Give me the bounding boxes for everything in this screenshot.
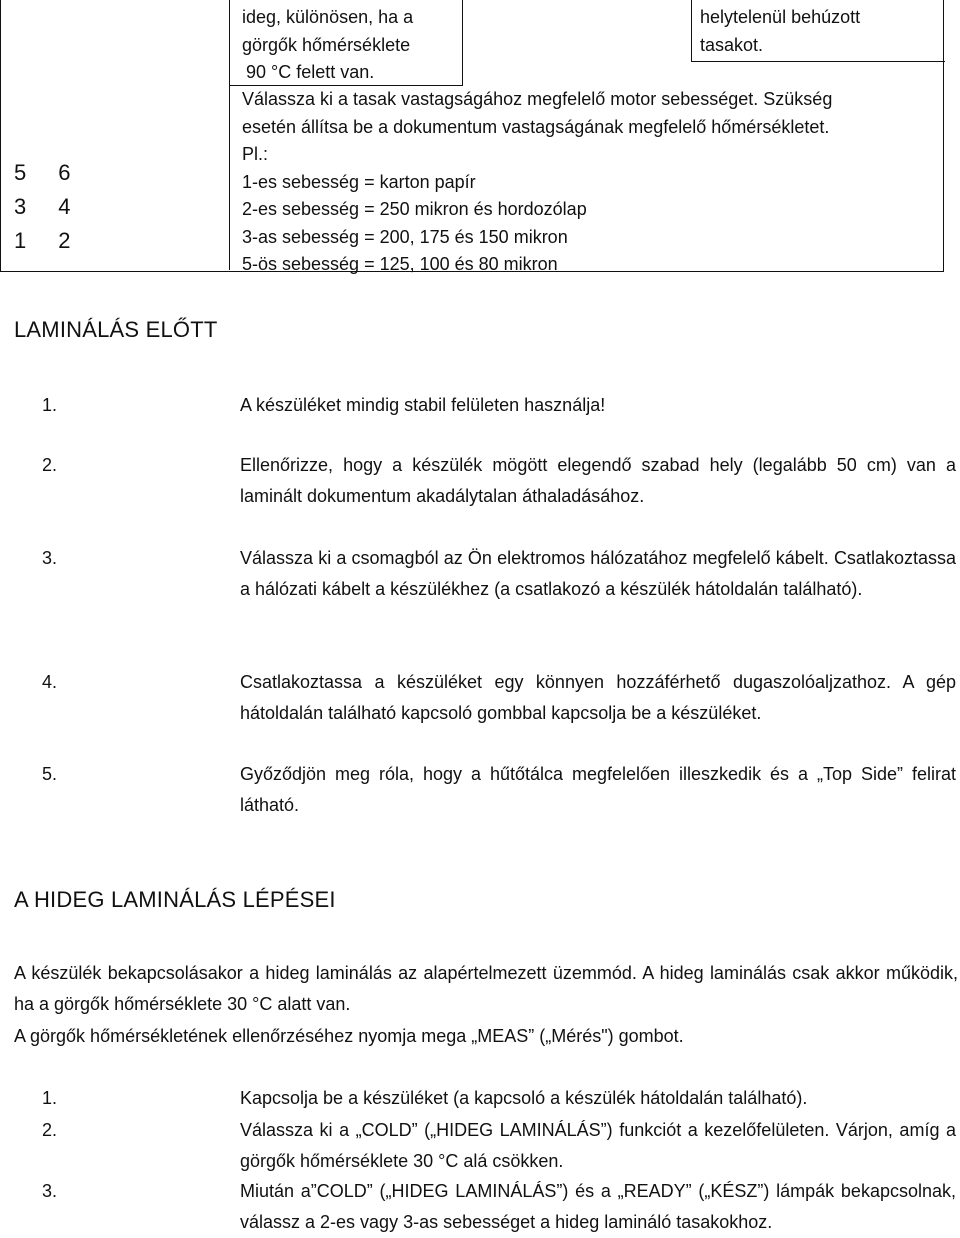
cell-line: görgők hőmérséklete bbox=[242, 34, 411, 55]
number: 5 bbox=[14, 160, 27, 185]
item-text: Kapcsolja be a készüléket (a kapcsoló a készülék hátoldalán található). bbox=[240, 1088, 808, 1108]
item-number: 2. bbox=[42, 1120, 58, 1140]
item-number: 4. bbox=[42, 672, 58, 692]
speed-dial-numbers bbox=[14, 156, 71, 258]
item-number: 3. bbox=[42, 1181, 58, 1201]
item-text: Győződjön meg róla, hogy a hűtőtálca megfelelően illeszkedik és a „Top Side” felirat látható. bbox=[240, 764, 956, 815]
speed-line: Pl.: bbox=[242, 144, 269, 164]
number-row bbox=[14, 190, 71, 224]
speed-line: 5-ös sebesség = 125, 100 és 80 mikron bbox=[242, 254, 558, 274]
cell-line: helytelenül behúzott bbox=[700, 7, 861, 27]
speed-line: 2-es sebesség = 250 mikron és hordozólap bbox=[242, 199, 587, 219]
meas-paragraph: A görgők hőmérsékletének ellenőrzéséhez nyomja mega „MEAS” („Mérés") gombot. bbox=[14, 1026, 684, 1046]
section-title-before-lamination: LAMINÁLÁS ELŐTT bbox=[14, 317, 218, 342]
item-number: 1. bbox=[42, 395, 58, 415]
number-row bbox=[14, 156, 71, 190]
table-right-bottom bbox=[691, 61, 945, 62]
number: 4 bbox=[58, 194, 71, 219]
speed-line: 1-es sebesség = karton papír bbox=[242, 171, 476, 192]
intro-paragraph: A készülék bekapcsolásakor a hideg laminálás az alapértelmezett üzemmód. A hideg laminálás csak akkor működik, ha a görgők hőmérséklete 30 °C alatt van. bbox=[14, 963, 958, 1014]
table-right-divider bbox=[691, 0, 692, 62]
speed-line: Válassza ki a tasak vastagságához megfelelő motor sebességet. Szükség bbox=[242, 89, 833, 109]
number-row bbox=[14, 224, 71, 258]
item-number: 1. bbox=[42, 1088, 58, 1108]
number: 3 bbox=[14, 194, 27, 219]
item-number: 3. bbox=[42, 548, 58, 568]
item-text: A készüléket mindig stabil felületen használja! bbox=[240, 395, 606, 415]
section-title-cold-lamination: A HIDEG LAMINÁLÁS LÉPÉSEI bbox=[14, 887, 336, 912]
cell-line: 90 °C felett van. bbox=[246, 62, 375, 82]
item-number: 2. bbox=[42, 455, 58, 475]
item-number: 5. bbox=[42, 764, 58, 784]
item-text: Csatlakoztassa a készüléket egy könnyen hozzáférhető dugaszolóaljzathoz. A gép hátoldalán található kapcsoló gombbal kapcsolja be a készüléket. bbox=[240, 672, 956, 723]
cell-line: ideg, különösen, ha a bbox=[242, 7, 414, 27]
number: 2 bbox=[58, 228, 71, 253]
table-cell-right bbox=[700, 4, 860, 59]
item-text: Miután a”COLD” („HIDEG LAMINÁLÁS”) és a „READY” („KÉSZ”) lámpák bekapcsolnak, válassz a 2-es vagy 3-as sebességet a hideg lamináló tasakokhoz. bbox=[240, 1181, 956, 1232]
number: 1 bbox=[14, 228, 27, 253]
speed-line: esetén állítsa be a dokumentum vastagságának megfelelő hőmérsékletet. bbox=[242, 116, 830, 137]
table-cell-left bbox=[242, 4, 413, 87]
item-text: Válassza ki a csomagból az Ön elektromos hálózatához megfelelő kábelt. Csatlakoztassa a hálózati kábelt a készülékhez (a csatlakozó a készülék hátoldalán található). bbox=[240, 548, 956, 599]
speed-instructions bbox=[242, 86, 832, 279]
speed-line: 3-as sebesség = 200, 175 és 150 mikron bbox=[242, 226, 568, 247]
item-text: Ellenőrizze, hogy a készülék mögött elegendő szabad hely (legalább 50 cm) van a laminált dokumentum akadálytalan áthaladásához. bbox=[240, 455, 956, 506]
number: 6 bbox=[58, 160, 71, 185]
cell-line: tasakot. bbox=[700, 34, 764, 55]
item-text: Válassza ki a „COLD” („HIDEG LAMINÁLÁS”) funkciót a kezelőfelületen. Várjon, amíg a görgők hőmérséklete 30 °C alá csökken. bbox=[240, 1120, 956, 1171]
